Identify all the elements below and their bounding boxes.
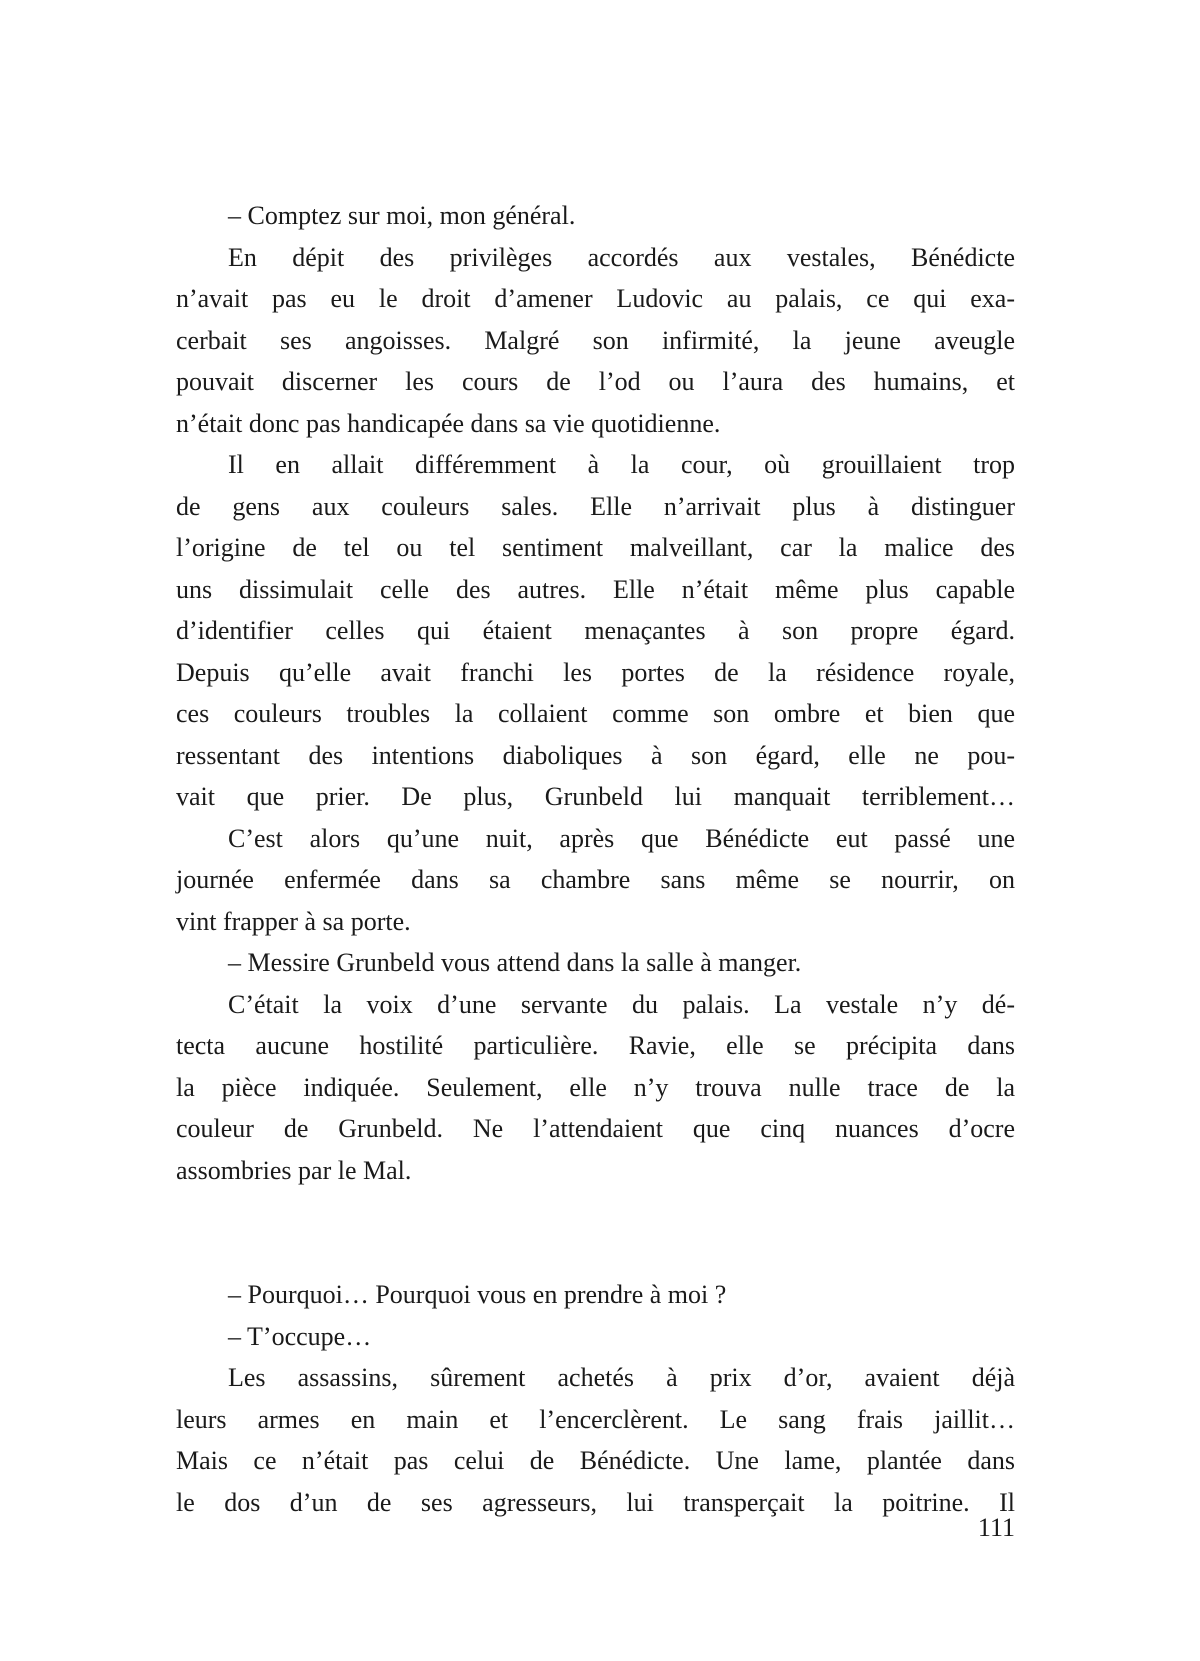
text-line: l’origine de tel ou tel sentiment malveillant, car la malice des <box>176 533 1015 562</box>
text-line: journée enfermée dans sa chambre sans même se nourrir, on <box>176 865 1015 894</box>
text-line: n’avait pas eu le droit d’amener Ludovic au palais, ce qui exa- <box>176 284 1015 313</box>
blank-line <box>176 1191 1015 1233</box>
text-line: Mais ce n’était pas celui de Bénédicte. Une lame, plantée dans <box>176 1446 1015 1475</box>
text-line: Il en allait différemment à la cour, où grouillaient trop <box>228 450 1015 479</box>
text-line: ces couleurs troubles la collaient comme son ombre et bien que <box>176 699 1015 728</box>
text-line: vait que prier. De plus, Grunbeld lui manquait terriblement… <box>176 782 1015 811</box>
text-line: – T’occupe… <box>228 1321 372 1351</box>
text-line: – Pourquoi… Pourquoi vous en prendre à moi ? <box>228 1280 727 1309</box>
text-line: cerbait ses angoisses. Malgré son infirmité, la jeune aveugle <box>176 325 1015 355</box>
page-text <box>176 195 1015 1523</box>
text-line: Depuis qu’elle avait franchi les portes de la résidence royale, <box>176 657 1015 687</box>
text-line: ressentant des intentions diaboliques à son égard, elle ne pou- <box>176 740 1015 770</box>
text-line: – Comptez sur moi, mon général. <box>228 201 576 230</box>
text-line: En dépit des privilèges accordés aux vestales, Bénédicte <box>228 242 1015 272</box>
text-line: C’est alors qu’une nuit, après que Bénédicte eut passé une <box>228 823 1015 853</box>
text-line: le dos d’un de ses agresseurs, lui transperçait la poitrine. Il <box>176 1487 1015 1517</box>
text-line: couleur de Grunbeld. Ne l’attendaient que cinq nuances d’ocre <box>176 1114 1015 1143</box>
text-line: assombries par le Mal. <box>176 1155 412 1185</box>
text-line: uns dissimulait celle des autres. Elle n’était même plus capable <box>176 574 1015 604</box>
blank-line <box>176 1233 1015 1275</box>
text-line: tecta aucune hostilité particulière. Ravie, elle se précipita dans <box>176 1031 1015 1060</box>
text-line: vint frapper à sa porte. <box>176 906 411 936</box>
text-line: la pièce indiquée. Seulement, elle n’y trouva nulle trace de la <box>176 1072 1015 1102</box>
text-line: pouvait discerner les cours de l’od ou l’aura des humains, et <box>176 367 1015 396</box>
text-line: – Messire Grunbeld vous attend dans la salle à manger. <box>228 948 802 977</box>
text-line: Les assassins, sûrement achetés à prix d’or, avaient déjà <box>228 1363 1015 1392</box>
text-line: de gens aux couleurs sales. Elle n’arrivait plus à distinguer <box>176 491 1015 521</box>
text-line: n’était donc pas handicapée dans sa vie quotidienne. <box>176 408 721 438</box>
text-line: leurs armes en main et l’encerclèrent. Le sang frais jaillit… <box>176 1404 1015 1434</box>
text-line: d’identifier celles qui étaient menaçantes à son propre égard. <box>176 616 1015 645</box>
page-number: 111 <box>977 1513 1015 1542</box>
text-line: C’était la voix d’une servante du palais. La vestale n’y dé- <box>228 989 1015 1019</box>
